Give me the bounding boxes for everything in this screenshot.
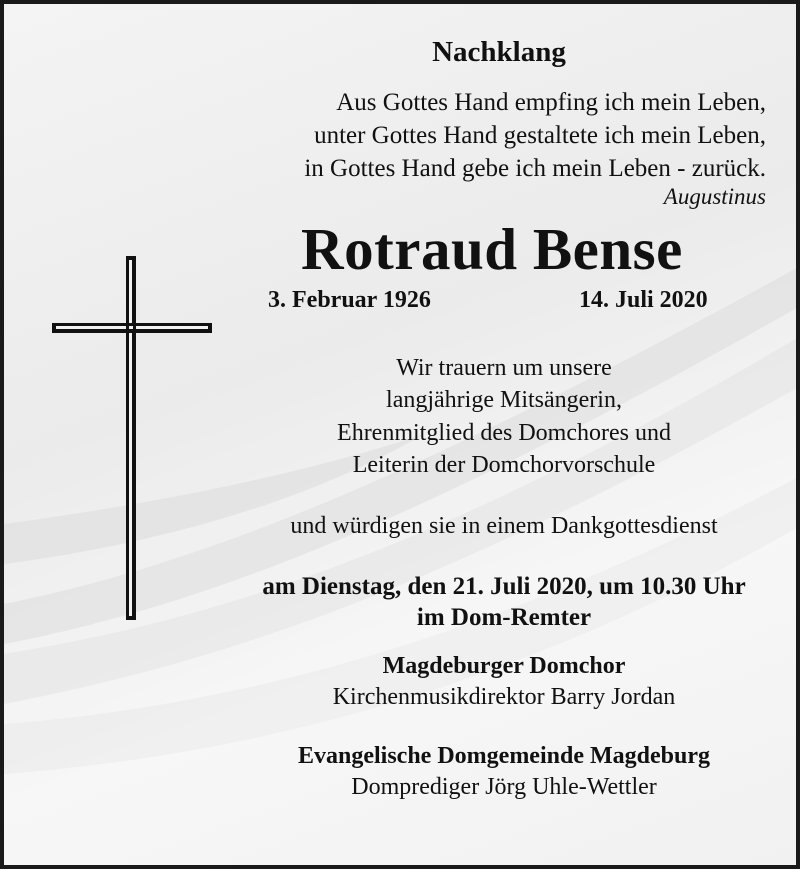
tribute-line-4: Leiterin der Domchorvorschule bbox=[352, 452, 656, 478]
poem-author: Augustinus bbox=[663, 184, 766, 209]
signer-organization-parish: Evangelische Domgemeinde Magdeburg bbox=[298, 743, 710, 769]
signer-person-preacher: Domprediger Jörg Uhle-Wettler bbox=[351, 774, 657, 800]
poem-line-1: Aus Gottes Hand empfing ich mein Leben, bbox=[336, 89, 766, 116]
honor-line: und würdigen sie in einem Dankgottesdienst bbox=[290, 513, 718, 539]
signer-organization-choir: Magdeburger Domchor bbox=[382, 653, 626, 679]
birth-date: 3. Februar 1926 bbox=[268, 287, 431, 313]
death-date: 14. Juli 2020 bbox=[579, 287, 708, 313]
service-date: am Dienstag, den 21. Juli 2020, um 10.30 Uhr bbox=[262, 573, 746, 600]
signer-person-director: Kirchenmusikdirektor Barry Jordan bbox=[332, 684, 676, 710]
poem-line-2: unter Gottes Hand gestaltete ich mein Leben, bbox=[314, 122, 766, 149]
tribute-line-1: Wir trauern um unsere bbox=[396, 355, 612, 381]
poem-line-3: in Gottes Hand gebe ich mein Leben - zurück. bbox=[304, 155, 766, 182]
deceased-name: Rotraud Bense bbox=[301, 216, 683, 282]
service-place: im Dom-Remter bbox=[416, 604, 592, 631]
tribute-line-2: langjährige Mitsängerin, bbox=[386, 387, 622, 413]
heading: Nachklang bbox=[432, 36, 566, 68]
tribute-line-3: Ehrenmitglied des Domchores und bbox=[337, 420, 671, 446]
cross-icon bbox=[48, 254, 216, 624]
